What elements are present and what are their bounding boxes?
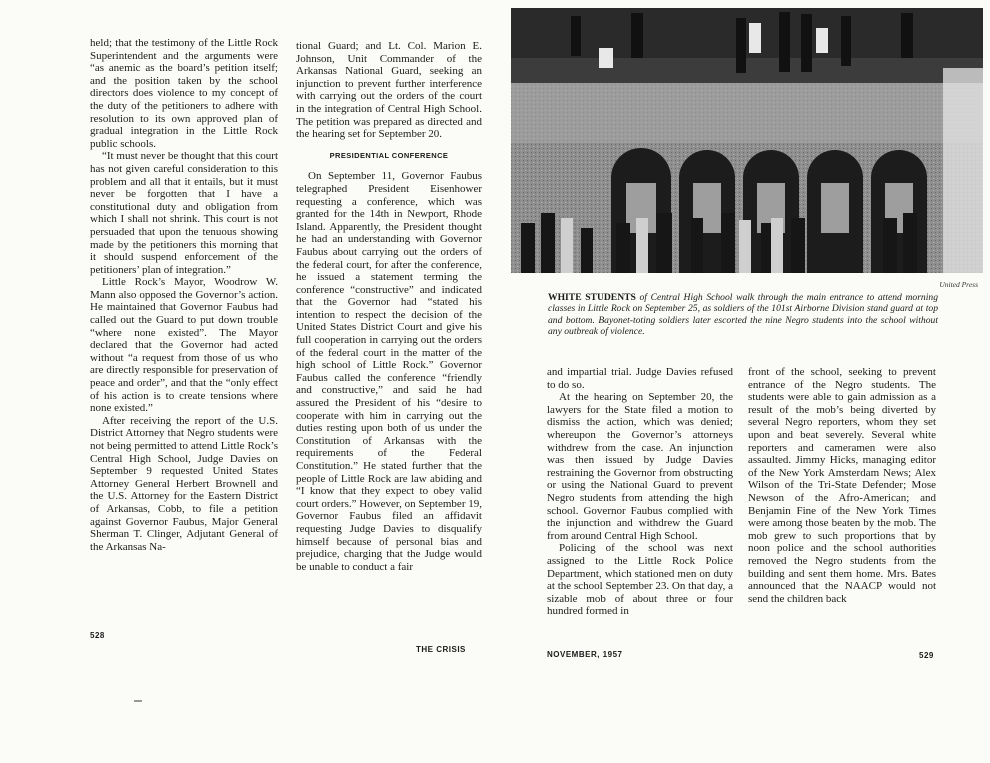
photo-credit: United Press <box>939 280 978 289</box>
caption-text: of Central High School walk through the main entrance to attend morning classes in Little Rock on September 25, as soldiers of the 101st Airborne Division stand guard at top and bottom. Bayonet-toting soldiers later escorted the nine Negro students into the school without any outbreak of violence. <box>548 292 938 338</box>
right-column-2 <box>748 366 936 636</box>
paragraph: and impartial trial. Judge Davies refused to do so. <box>547 366 733 391</box>
paragraph: tional Guard; and Lt. Col. Marion E. Johnson, Unit Commander of the Arkansas National Guard, seeking an injunction to prevent further interference with carrying out the orders of the court in the integration of Central High School. The petition was prepared as directed and the hearing set for September 20. <box>296 40 482 141</box>
paragraph: Little Rock’s Mayor, Woodrow W. Mann also opposed the Governor’s action. He maintained that Governor Faubus had called out the Guard to put down trouble “where none existed”. The Mayor declared that the Governor had acted without “a request from those of us who are directly responsible for preservation of peace and order”, and that the “only effect of his action is to create tensions where none existed.” <box>90 276 278 415</box>
left-column-1 <box>90 37 278 627</box>
paragraph: On September 11, Governor Faubus telegraphed President Eisenhower requesting a conference, which was granted for the 14th in Newport, Rhode Island. Apparently, the President thought he had an understanding with Governor Faubus about carrying out the orders of the federal court, for after the conference, he issued a statement terming the conference “constructive” and indicated that the Governor had “stated his intention to respect the decision of the United States District Court and give his full cooperation in carrying out the orders of the federal court in the matter of the high school of Little Rock.” Governor Faubus called the conference “friendly and constructive,” and said he had assured the President of his “desire to cooperate with him in carrying out the duties resting upon both of us under the Constitution of Arkansas with the requirements of the Federal Constitution.” He stated further that the people of Little Rock are law abiding and “I know that they expect to obey valid court orders.” However, on September 19, Governor Faubus filed an affidavit requesting Judge Davies to disqualify himself because of personal bias and prejudice, charging that the Judge would be unable to conduct a fair <box>296 170 482 573</box>
caption-lead: WHITE STUDENTS <box>548 292 636 303</box>
paragraph: At the hearing on September 20, the lawyers for the State filed a motion to dismiss the action, which was denied; whereupon the Governor’s attorneys withdrew from the case. An injunction was then issued by Judge Davies restraining the Governor from obstructing or using the National Guard to prevent Negro students from attending the high school. Governor Faubus complied with the injunction and withdrew the Guard from around Central High School. <box>547 391 733 542</box>
journal-name: THE CRISIS <box>416 645 466 654</box>
page-number-left: 528 <box>90 631 105 640</box>
paragraph: Policing of the school was next assigned to the Little Rock Police Department, which stationed men on duty at the school September 23. On that day, a sizable mob of about three or four hundred formed in <box>547 542 733 618</box>
scan-mark <box>134 700 142 702</box>
section-heading: PRESIDENTIAL CONFERENCE <box>329 150 449 160</box>
paragraph: front of the school, seeking to prevent entrance of the Negro students. The students were able to gain admission as a result of the mob’s being diverted by several Negro reporters, whom they set upon and beat severely. Several white reporters and cameramen were also assaulted. Jimmy Hicks, managing editor of the New York Amsterdam News; Alex Wilson of the Tri-State Defender; Mose Newson of the Afro-American; and Benjamin Fine of the New York Times were among those beaten by the mob. The mob grew to such proportions that by noon police and the school authorities removed the Negro students from the building and sent them home. Mrs. Bates announced that the NAACP would not send the children back <box>748 366 936 605</box>
date-line: NOVEMBER, 1957 <box>547 650 623 659</box>
paragraph: held; that the testimony of the Little Rock Superintendent and the arguments were “as anemic as the board’s petition itself; and the position taken by the school directors does violence to my concept of the duty of the petitioners to adhere with resolution to its own approved plan of gradual integration in the Little Rock public schools. <box>90 37 278 150</box>
news-photo <box>511 8 983 273</box>
paragraph: “It must never be thought that this court has not given careful consideration to this problem and all that it entails, but it must never be forgotten that I have a constitutional duty and obligation from which I shall not shrink. This court is not persuaded that upon the tenuous showing made by the petitioners this morning that it should suspend enforcement of the petitioners’ plan of integration.” <box>90 150 278 276</box>
paragraph: After receiving the report of the U.S. District Attorney that Negro students were not being permitted to attend Little Rock’s Central High School, Judge Davies on September 9 requested United States Attorney General Herbert Brownell and the U.S. Attorney for the Eastern District of Arkansas, Cobb, to file a petition against Governor Faubus, Major General Sherman T. Clinger, Adjutant General of the Arkansas Na- <box>90 414 278 553</box>
right-column-1 <box>547 366 733 636</box>
photo-caption <box>548 292 938 338</box>
page-number-right: 529 <box>919 651 934 660</box>
left-column-2 <box>296 40 482 630</box>
